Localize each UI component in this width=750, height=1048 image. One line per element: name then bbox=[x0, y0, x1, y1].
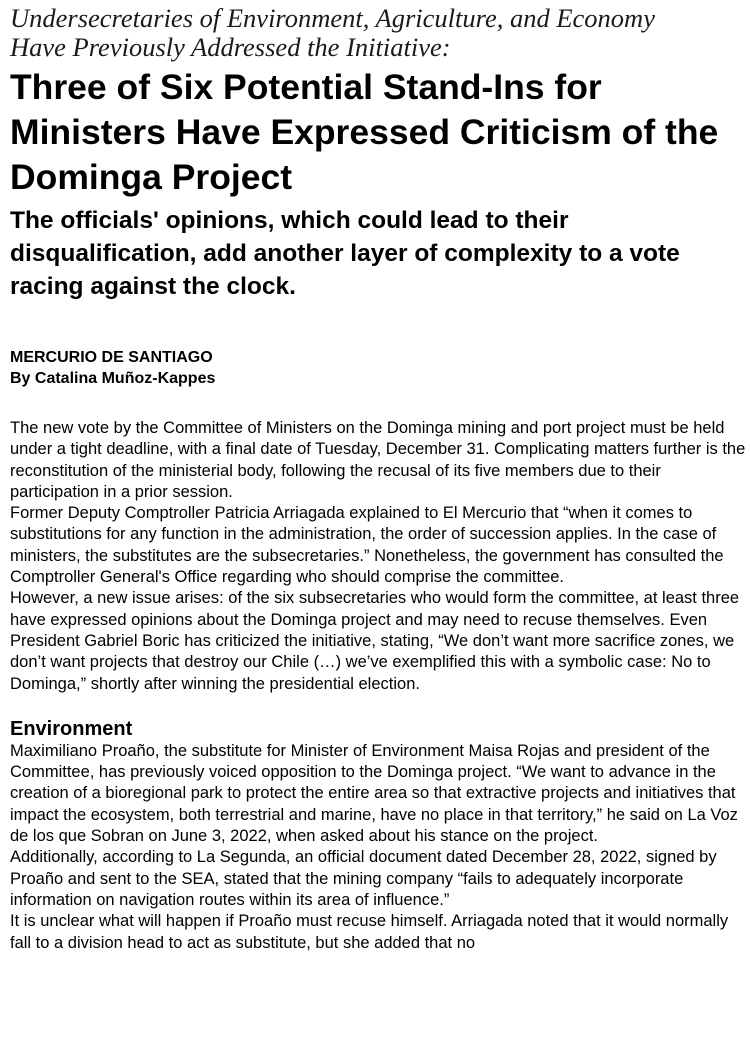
body-paragraph: Maximiliano Proaño, the substitute for Minister of Environment Maisa Rojas and president of the Committee, has previously voiced opposition to the Dominga project. “We want to advance in the creation of a bioregional park to protect the entire area so that extractive projects and initiatives that impact the ecosystem, both terrestrial and marine, have no place in that territory,” he said on La Voz de los que Sobran on June 3, 2022, when asked about his stance on the project. bbox=[10, 741, 738, 846]
headline: Three of Six Potential Stand-Ins for Ministers Have Expressed Criticism of the Dominga Project bbox=[10, 67, 719, 197]
body-paragraph: However, a new issue arises: of the six subsecretaries who would form the committee, at least three have expressed opinions about the Dominga project and may need to recuse themselves. Even President Gabriel Boric has criticized the initiative, stating, “We don’t want more sacrifice zones, we don’t want projects that destroy our Chile (…) we’ve exemplified this with a symbolic case: No to Dominga,” shortly after winning the presidential election. bbox=[10, 589, 740, 693]
body-paragraph: Additionally, according to La Segunda, an official document dated December 28, 2022, signed by Proaño and sent to the SEA, stated that the mining company “fails to adequately incorporate information on navigation routes within its area of influence.” bbox=[10, 848, 717, 909]
body-paragraph: The new vote by the Committee of Ministers on the Dominga mining and port project must be held under a tight deadline, with a final date of Tuesday, December 31. Complicating matters further is the reconstitution of the ministerial body, following the recusal of its five members due to their participation in a prior session. bbox=[10, 419, 746, 501]
byline: By Catalina Muñoz-Kappes bbox=[10, 370, 216, 387]
source-block bbox=[10, 347, 748, 389]
article bbox=[10, 4, 748, 954]
subheadline: The officials' opinions, which could lead to their disqualification, add another layer of complexity to a vote racing against the clock. bbox=[10, 207, 680, 300]
body-paragraph: Former Deputy Comptroller Patricia Arriagada explained to El Mercurio that “when it comes to substitutions for any function in the administration, the order of succession applies. In the case of ministers, the substitutes are the subsecretaries.” Nonetheless, the government has consulted the Comptroller General's Office regarding who should comprise the committee. bbox=[10, 504, 724, 587]
kicker-line-2: Have Previously Addressed the Initiative: bbox=[10, 32, 451, 62]
kicker bbox=[10, 4, 748, 62]
publication-name: MERCURIO DE SANTIAGO bbox=[10, 349, 213, 366]
kicker-line-1: Undersecretaries of Environment, Agriculture, and Economy bbox=[10, 3, 655, 33]
section-heading-environment: Environment bbox=[10, 717, 133, 740]
intro-body bbox=[10, 418, 748, 695]
environment-body bbox=[10, 741, 748, 954]
body-paragraph: It is unclear what will happen if Proaño must recuse himself. Arriagada noted that it would normally fall to a division head to act as substitute, but she added that no bbox=[10, 912, 729, 952]
